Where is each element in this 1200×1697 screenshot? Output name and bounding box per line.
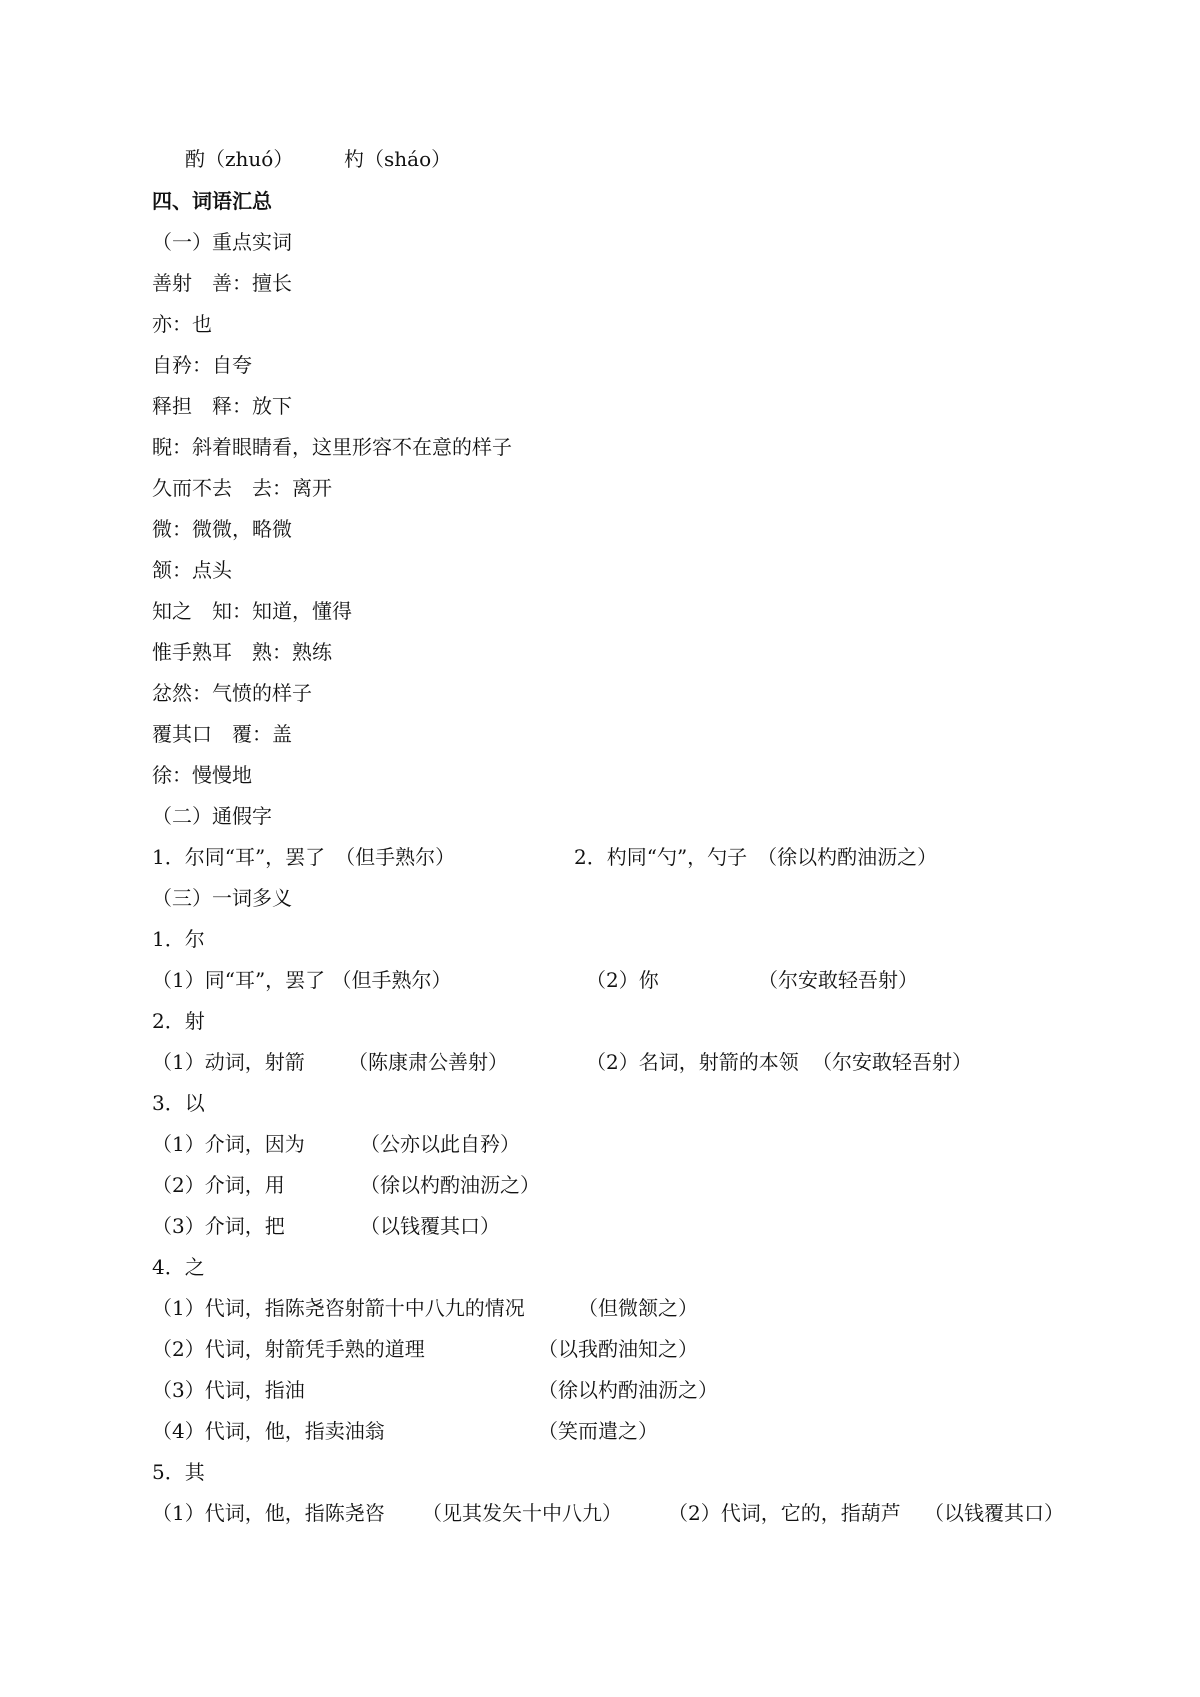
shici-item: 久而不去 去：离开 xyxy=(152,476,332,500)
duoyi-word-er: 1．尔 xyxy=(152,927,205,951)
pronunciation-zhuo: 酌（zhuó） xyxy=(185,147,294,171)
subsection-title-duoyi: （三）一词多义 xyxy=(152,886,292,910)
meaning-zhi-3: （3）代词，指油 xyxy=(152,1378,305,1402)
section-title: 四、词语汇总 xyxy=(152,189,272,213)
shici-item: 微：微微，略微 xyxy=(152,517,292,541)
subsection-title-tongjia: （二）通假字 xyxy=(152,804,272,828)
duoyi-line-yi xyxy=(152,1213,500,1239)
duoyi-word-yi: 3．以 xyxy=(152,1091,205,1115)
example-yi-1: （公亦以此自矜） xyxy=(360,1132,520,1156)
duoyi-word-she: 2．射 xyxy=(152,1009,205,1033)
meaning-zhi-2: （2）代词，射箭凭手熟的道理 xyxy=(152,1337,425,1361)
meaning-she-2: （2）名词，射箭的本领 xyxy=(586,1050,799,1074)
pronunciation-line xyxy=(152,146,452,172)
meaning-yi-3: （3）介词，把 xyxy=(152,1214,285,1238)
meaning-er-1: （1）同“耳”，罢了 （但手熟尔） xyxy=(152,968,452,992)
tongjia-line xyxy=(152,844,938,870)
meaning-zhi-4: （4）代词，他，指卖油翁 xyxy=(152,1419,385,1443)
example-yi-3: （以钱覆其口） xyxy=(360,1214,500,1238)
shici-item: 亦：也 xyxy=(152,312,212,336)
meaning-qi-1: （1）代词，他，指陈尧咨 xyxy=(152,1501,385,1525)
meaning-zhi-1: （1）代词，指陈尧咨射箭十中八九的情况 xyxy=(152,1296,525,1320)
example-zhi-3: （徐以杓酌油沥之） xyxy=(538,1378,718,1402)
example-qi-2: （以钱覆其口） xyxy=(924,1501,1064,1525)
duoyi-line-zhi xyxy=(152,1377,718,1403)
meaning-yi-1: （1）介词，因为 xyxy=(152,1132,305,1156)
duoyi-word-qi: 5．其 xyxy=(152,1460,205,1484)
example-qi-1: （见其发矢十中八九） xyxy=(422,1501,622,1525)
tongjia-item-shao: 2．杓同“勺”，勺子 （徐以杓酌油沥之） xyxy=(574,845,938,869)
meaning-yi-2: （2）介词，用 xyxy=(152,1173,285,1197)
shici-item: 释担 释：放下 xyxy=(152,394,292,418)
shici-item: 覆其口 覆：盖 xyxy=(152,722,292,746)
duoyi-word-zhi: 4．之 xyxy=(152,1255,205,1279)
example-she-2: （尔安敢轻吾射） xyxy=(812,1050,972,1074)
duoyi-line-yi xyxy=(152,1172,540,1198)
shici-item: 忿然：气愤的样子 xyxy=(152,681,312,705)
example-yi-2: （徐以杓酌油沥之） xyxy=(360,1173,540,1197)
meaning-she-1: （1）动词，射箭 xyxy=(152,1050,305,1074)
duoyi-line-zhi xyxy=(152,1295,698,1321)
tongjia-item-er: 1．尔同“耳”，罢了 （但手熟尔） xyxy=(152,845,456,869)
duoyi-line-zhi xyxy=(152,1418,658,1444)
shici-item: 善射 善：擅长 xyxy=(152,271,292,295)
shici-item: 自矜：自夸 xyxy=(152,353,252,377)
example-zhi-1: （但微颔之） xyxy=(578,1296,698,1320)
shici-item: 徐：慢慢地 xyxy=(152,763,252,787)
duoyi-line-zhi xyxy=(152,1336,698,1362)
shici-item: 颔：点头 xyxy=(152,558,232,582)
shici-item: 惟手熟耳 熟：熟练 xyxy=(152,640,332,664)
duoyi-line-yi xyxy=(152,1131,520,1157)
shici-item: 知之 知：知道，懂得 xyxy=(152,599,352,623)
pronunciation-shao: 杓（sháo） xyxy=(344,147,452,171)
shici-item: 睨：斜着眼睛看，这里形容不在意的样子 xyxy=(152,435,512,459)
example-she-1: （陈康肃公善射） xyxy=(348,1050,508,1074)
meaning-qi-2: （2）代词，它的，指葫芦 xyxy=(668,1501,901,1525)
subsection-title-shici: （一）重点实词 xyxy=(152,230,292,254)
duoyi-line-er xyxy=(152,967,918,993)
meaning-er-2: （2）你 xyxy=(586,968,659,992)
duoyi-line-qi xyxy=(152,1500,1064,1526)
example-er-2: （尔安敢轻吾射） xyxy=(758,968,918,992)
example-zhi-4: （笑而遣之） xyxy=(538,1419,658,1443)
duoyi-line-she xyxy=(152,1049,972,1075)
example-zhi-2: （以我酌油知之） xyxy=(538,1337,698,1361)
